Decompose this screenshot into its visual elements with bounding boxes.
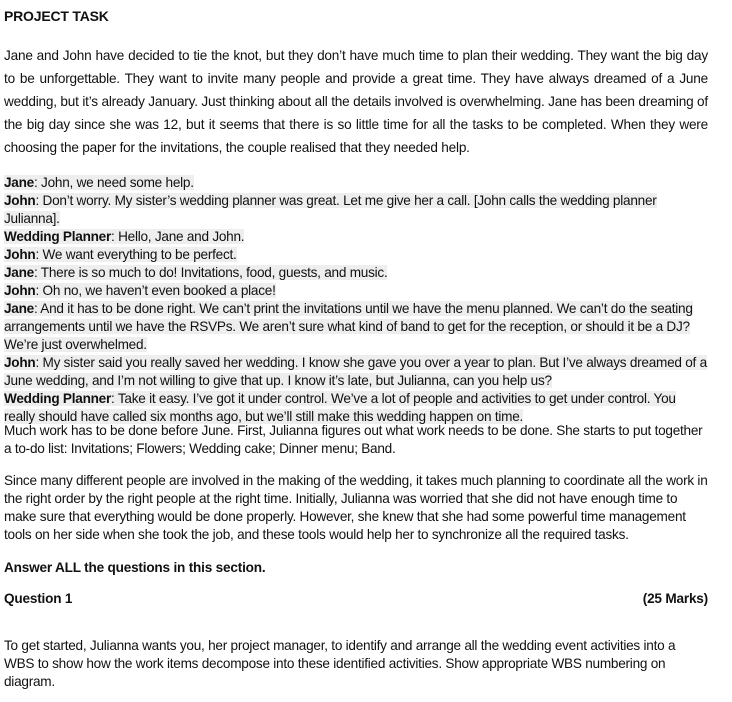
dialogue-text: : We want everything to be perfect. <box>35 247 237 262</box>
dialogue-text: : Don’t worry. My sister’s wedding planner was great. Let me give her a call. [John calls the wedding planner Julianna]. <box>4 193 657 226</box>
speaker-name: John <box>4 247 36 262</box>
speaker-name: Jane <box>4 301 34 316</box>
speaker-name: John <box>4 283 36 298</box>
question-label: Question 1 <box>4 591 73 606</box>
answer-all-instruction: Answer ALL the questions in this section. <box>4 560 266 575</box>
dialogue-line <box>4 264 708 282</box>
dialogue-text: : My sister said you really saved her wedding. I know she gave you over a year to plan. But I’ve always dreamed of a June wedding, and I’m not willing to give that up. I know it’s late, but Julianna, can you help us? <box>4 355 707 388</box>
dialogue-line <box>4 246 708 264</box>
speaker-name: Wedding Planner <box>4 391 112 406</box>
speaker-name: Jane <box>4 175 34 190</box>
dialogue-line <box>4 174 708 192</box>
dialogue-line <box>4 282 708 300</box>
dialogue-line <box>4 354 708 390</box>
speaker-name: John <box>4 193 36 208</box>
dialogue-line <box>4 192 708 228</box>
dialogue-text: : There is so much to do! Invitations, food, guests, and music. <box>33 265 388 280</box>
dialogue-text: : Hello, Jane and John. <box>111 229 245 244</box>
question-marks: (25 Marks) <box>642 591 708 606</box>
question-text: To get started, Julianna wants you, her project manager, to identify and arrange all the wedding event activities into a WBS to show how the work items decompose into these identified activities. Show appropriate WBS numbering on diagram. <box>4 638 676 689</box>
intro-paragraph: Jane and John have decided to tie the knot, but they don’t have much time to plan their wedding. They want the big day to be unforgettable. They want to invite many people and provide a great time. They have always dreamed of a June wedding, but it’s already January. Just thinking about all the details involved is overwhelming. Jane has been dreaming of the big day since she was 12, but it seems that there is so little time for all the tasks to be completed. When they were choosing the paper for the invitations, the couple realised that they needed help. <box>4 48 708 155</box>
dialogue-text: : Take it easy. I’ve got it under control. We’ve a lot of people and activities to get under control. You really should have called six months ago, but we’ll still make this wedding happen on time. <box>4 391 676 424</box>
dialogue-text: : John, we need some help. <box>33 175 194 190</box>
speaker-name: Wedding Planner <box>4 229 112 244</box>
speaker-name: John <box>4 355 36 370</box>
dialogue-line <box>4 390 708 426</box>
section-title: PROJECT TASK <box>4 8 109 24</box>
dialogue-block <box>4 174 708 426</box>
dialogue-text: : And it has to be done right. We can’t print the invitations until we have the menu planned. We can’t do the seating arrangements until we have the RSVPs. We aren’t sure what kind of band to get for the reception, or should it be a DJ? We’re just overwhelmed. <box>4 301 693 352</box>
dialogue-text: : Oh no, we haven’t even booked a place! <box>35 283 276 298</box>
dialogue-line <box>4 300 708 354</box>
todo-paragraph: Much work has to be done before June. First, Julianna figures out what work needs to be done. She starts to put together a to-do list: Invitations; Flowers; Wedding cake; Dinner menu; Band. <box>4 423 703 456</box>
dialogue-line <box>4 228 708 246</box>
speaker-name: Jane <box>4 265 34 280</box>
planning-paragraph: Since many different people are involved in the making of the wedding, it takes much planning to coordinate all the work in the right order by the right people at the right time. Initially, Julianna was worried that she did not have enough time to make sure that everything would be done properly. However, she knew that she had some powerful time management tools on her side when she took the job, and these tools would help her to synchronize all the required tasks. <box>4 473 708 542</box>
question-header <box>4 591 708 606</box>
